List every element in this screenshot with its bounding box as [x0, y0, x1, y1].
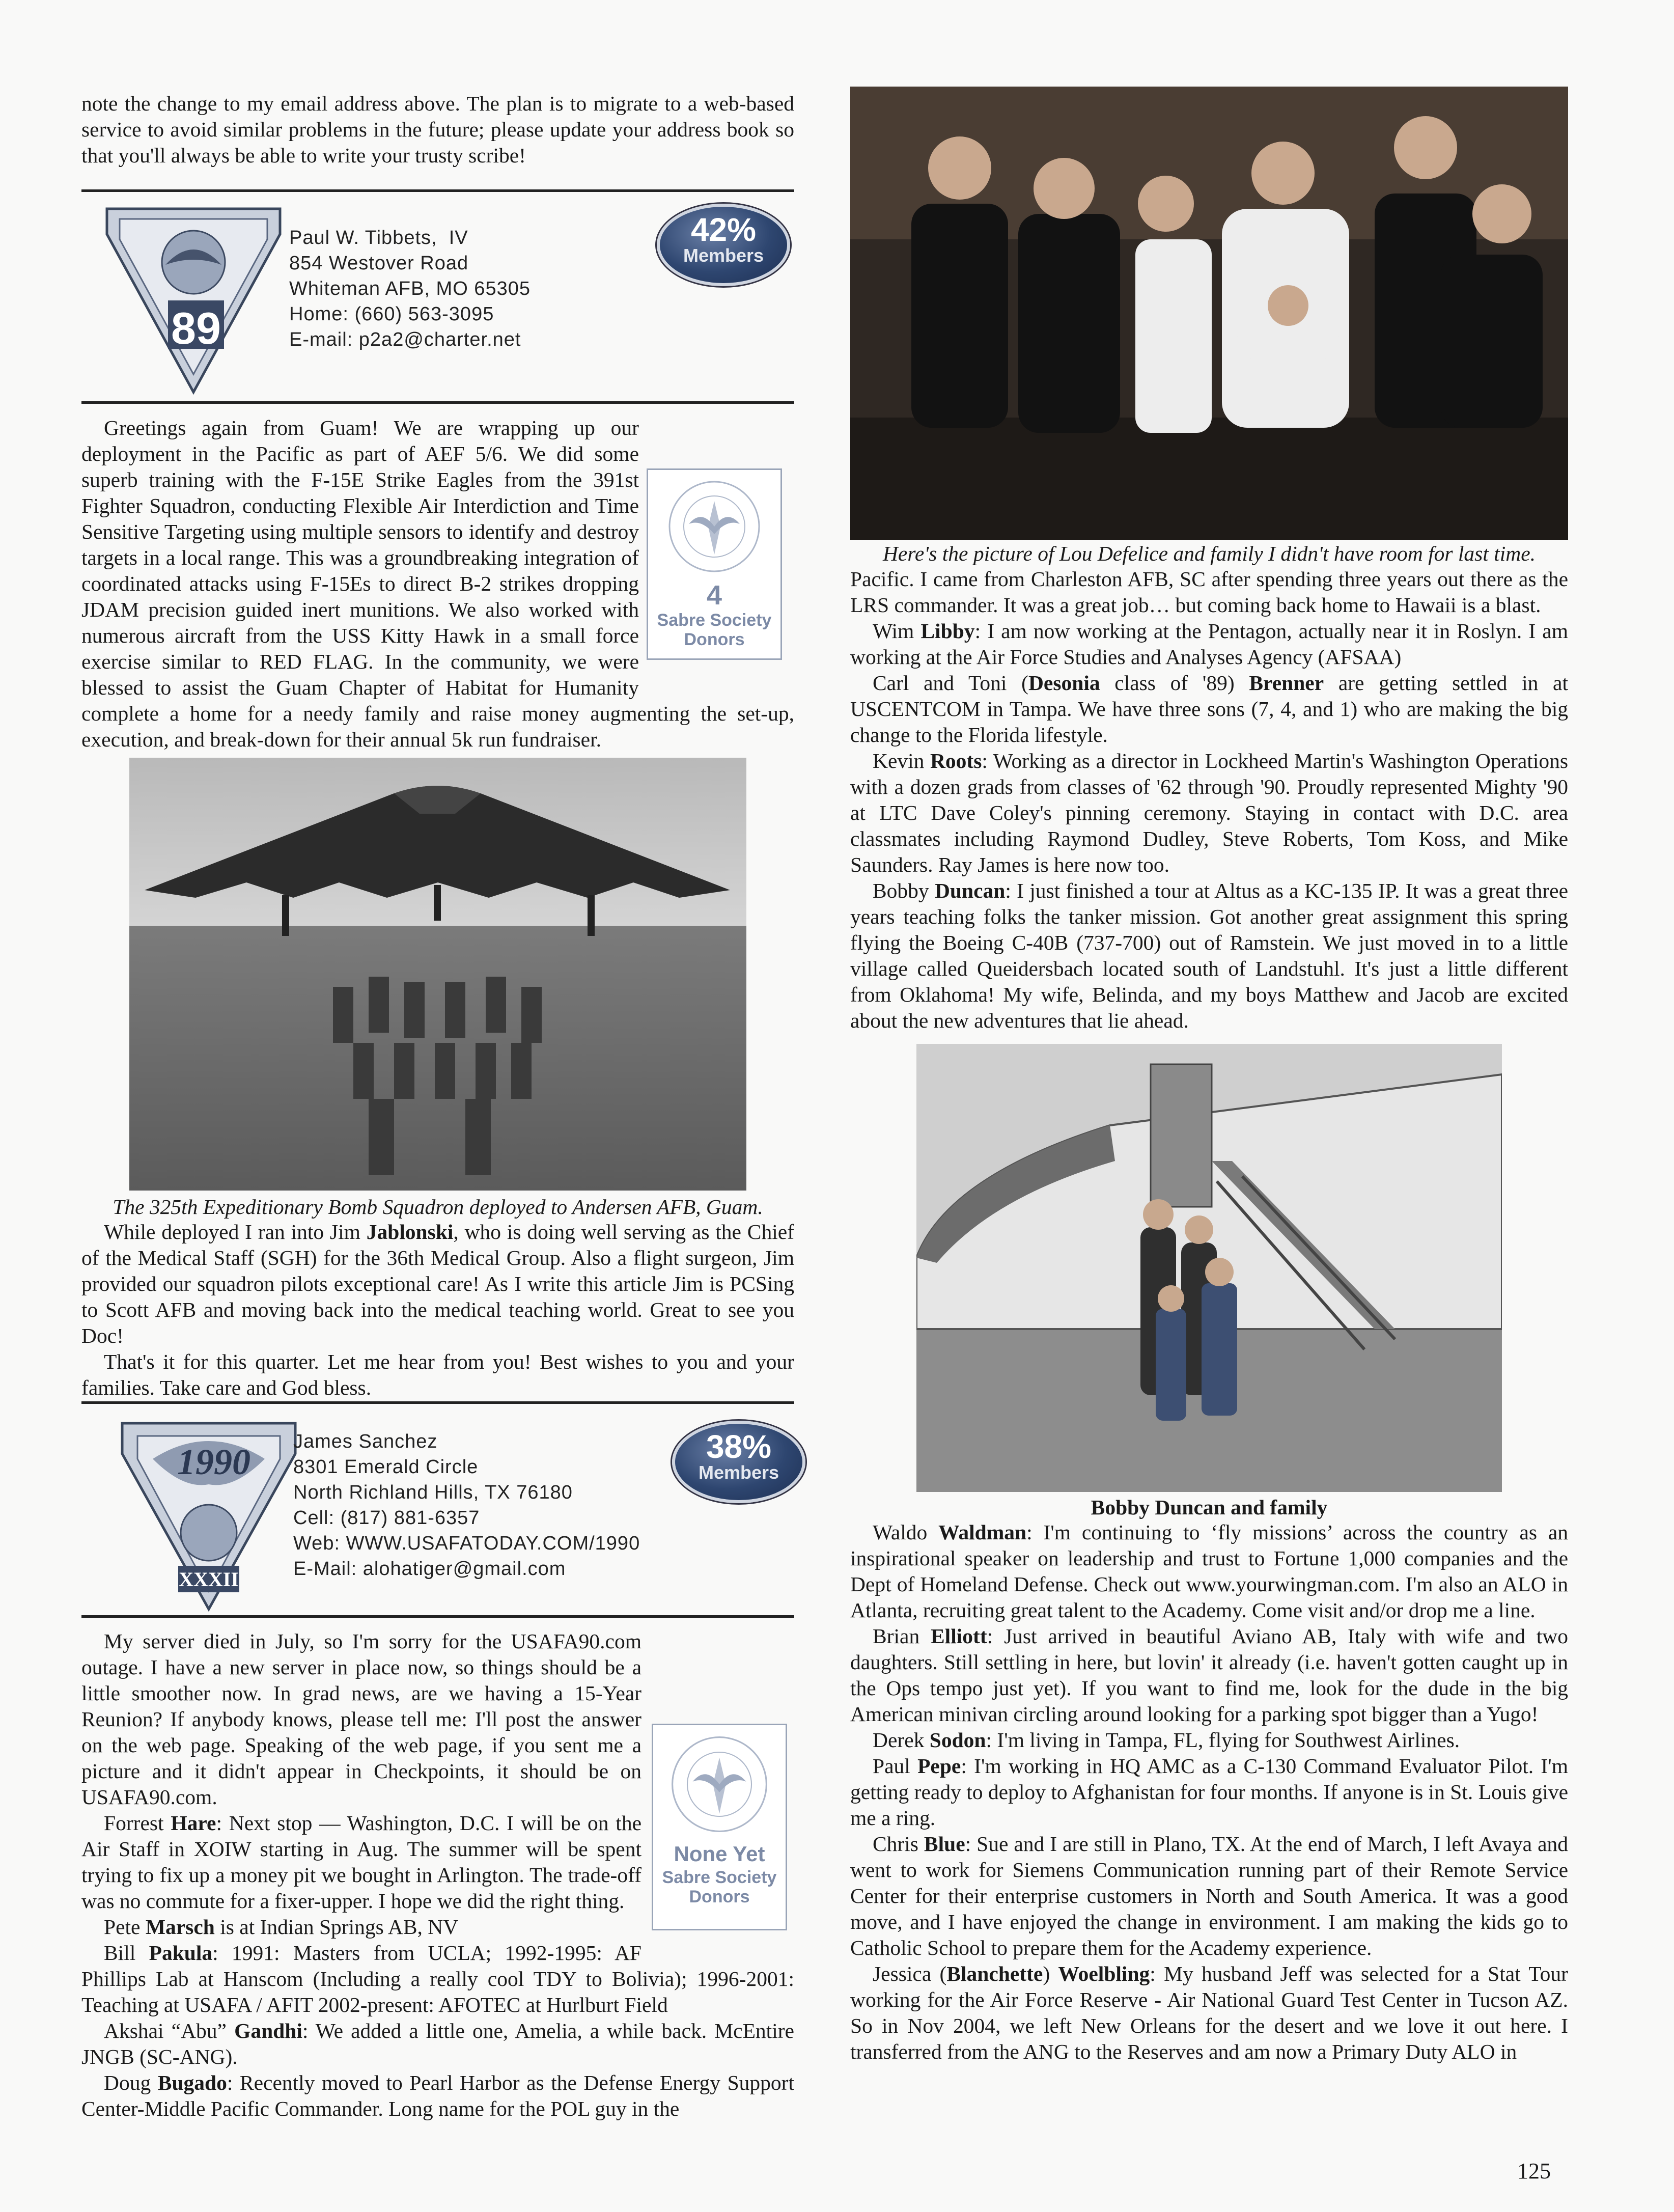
- members-badge-90: [672, 1421, 805, 1503]
- classmate-name: Desonia: [1028, 671, 1100, 695]
- right-body-b: [850, 1519, 1568, 2065]
- address-line-phone: Home: (660) 563-3095: [289, 303, 494, 325]
- text-span: class of '89): [1100, 671, 1249, 695]
- address-line-web: Web: WWW.USAFATODAY.COM/1990: [293, 1533, 640, 1554]
- sabre-count: None Yet: [674, 1842, 765, 1866]
- text-span: Jessica (: [873, 1962, 947, 1985]
- text-span: : My husband Jeff was selected for a Stat Tour working for the Air Force Reserve - Air National Guard Test Center in Tucson AZ. So in Nov 2004, we left New Orleans for the desert and we love it out here. I transferred from the ANG to the Reserves and am now a Primary Duty ALO in: [850, 1962, 1569, 2063]
- classnote: [850, 1623, 1568, 1727]
- class-89-closing: [81, 1219, 794, 1401]
- classmate-name: Elliott: [931, 1624, 987, 1648]
- class-90-paragraph-1: My server died in July, so I'm sorry for the USAFA90.com outage. I have a new server in place now, so things should be a little smoother now. In grad news, are we having a 15-Year Reunion? If anybody knows, please tell me: I'll post the answer on the web page. Speaking of the web page, if you sent me a picture and it didn't appear in Checkpoints, it should be on USAFA90.com.: [81, 1629, 641, 1809]
- classmate-name: Waldman: [938, 1520, 1027, 1544]
- text-span: : I'm continuing to ‘fly missions’ across the country as an inspirational speaker on leadership and trust to Fortune 1,000 companies and the Dept of Homeland Defense. Check out www.yourwingman.com. I'm also an ALO in Atlanta, recruiting great talent to the Academy. Come visit and/or drop me a line.: [850, 1520, 1569, 1622]
- classmate-name: Blue: [924, 1832, 965, 1856]
- text-span: : Just arrived in beautiful Aviano AB, Italy with wife and two daughters. Still settling in here, but lovin' it already (i.e. haven't gotten caught up in the Ops tempo just yet). If you want to find me, look for the dude in the big American minivan circling around looking for a parking spot bigger than a Yugo!: [850, 1624, 1568, 1726]
- classmate-name: Woelbling: [1058, 1962, 1150, 1985]
- text-span: Kevin: [873, 749, 930, 772]
- text-span: Waldo: [873, 1520, 939, 1544]
- classnote: [850, 878, 1568, 1034]
- text-span: Derek: [873, 1728, 930, 1752]
- text-span: Paul: [873, 1754, 918, 1778]
- sabre-label: Sabre Society: [662, 1868, 777, 1887]
- class-89-paragraph-2: [81, 1219, 794, 1349]
- classmate-name: Hare: [171, 1811, 216, 1835]
- members-percent: 42%: [690, 211, 757, 248]
- classnote: [850, 1519, 1568, 1623]
- text-span: : Sue and I are still in Plano, TX. At the end of March, I left Avaya and went to work for Siemens Communication running part of their Remote Service Center for their enterprise customers in North and South America. It was a good move, and I have enjoyed the change in environment. I am making the kids go to Catholic School to prepare them for the Academy experience.: [850, 1832, 1568, 1959]
- text-span: Carl and Toni (: [873, 671, 1028, 695]
- text-span: : Next stop — Washington, D.C. I will be on the Air Staff in XOIW starting in Aug. The summer will be spent trying to fix up a money pit we bought in Arlington. The trade-off was no commute for a fixer-upper. I hope we did the right thing.: [81, 1811, 641, 1913]
- classmate-name: Roots: [930, 749, 982, 772]
- class-89-body: [81, 415, 794, 753]
- members-label: Members: [698, 1462, 779, 1483]
- sabre-label: Sabre Society: [657, 611, 772, 630]
- class-89-address: [289, 225, 531, 352]
- crest-89-numerals: 89: [171, 303, 221, 353]
- section-divider: [81, 1401, 794, 1404]
- text-span: : I just finished a tour at Altus as a KC-135 IP. It was a great three years teaching folks the tanker mission. Got another great assignment this spring flying the Boeing C-40B (737-700) out of Ramstein. We just moved in to a little village called Queidersbach located south of Landstuhl. It's just a little different from Oklahoma! My wife, Belinda, and my boys Matthew and Jacob are excited about the new adventures that lie ahead.: [850, 879, 1568, 1032]
- text-span: ): [1043, 1962, 1058, 1985]
- classnote: [81, 2018, 794, 2070]
- classmate-name: Libby: [920, 619, 975, 643]
- classmate-name: Pepe: [917, 1754, 961, 1778]
- text-span: is at Indian Springs AB, NV: [214, 1915, 459, 1939]
- text-span: : I am now working at the Pentagon, actually near it in Roslyn. I am working at the Air Force Studies and Analyses Agency (AFSAA): [850, 619, 1568, 669]
- classnote: [850, 1961, 1568, 2065]
- sabre-sublabel: Donors: [689, 1887, 750, 1906]
- right-body-a: [850, 566, 1568, 1034]
- classnote: [850, 1753, 1568, 1831]
- members-label: Members: [683, 245, 764, 266]
- text-span: : I'm working in HQ AMC as a C-130 Command Evaluator Pilot. I'm getting ready to deploy to Afghanistan for four months. If anyone is in St. Louis give me a ring.: [850, 1754, 1569, 1830]
- text-span: Akshai “Abu”: [104, 2019, 235, 2042]
- text-span: : I'm living in Tampa, FL, flying for Southwest Airlines.: [986, 1728, 1460, 1752]
- family-photo-caption: Here's the picture of Lou Defelice and family I didn't have room for last time.: [882, 542, 1536, 565]
- text-span: Bill: [104, 1941, 149, 1965]
- class-89-paragraph-3: That's it for this quarter. Let me hear from you! Best wishes to you and your families. Take care and God bless.: [81, 1350, 794, 1399]
- text-span: Doug: [104, 2071, 158, 2094]
- address-line-name: James Sanchez: [293, 1431, 438, 1452]
- classnote: [850, 1831, 1568, 1961]
- address-line-name: Paul W. Tibbets, IV: [289, 227, 468, 248]
- classmate-name: Sodon: [929, 1728, 986, 1752]
- classnote: [81, 2070, 794, 2122]
- address-line-email: E-Mail: alohatiger@gmail.com: [293, 1558, 566, 1580]
- classmate-name: Pakula: [149, 1941, 213, 1965]
- text-span: , who is doing well serving as the Chief of the Medical Staff (SGH) for the 36th Medical Group. Also a flight surgeon, Jim provided our squadron pilots exceptional care! As I write this article Jim is PCSing to Scott AFB and moving back into the medical teaching world. Great to see you Doc!: [81, 1220, 794, 1347]
- classmate-name: Gandhi: [234, 2019, 302, 2042]
- address-line-city: Whiteman AFB, MO 65305: [289, 278, 531, 299]
- address-line-email: E-mail: p2a2@charter.net: [289, 329, 521, 350]
- address-line-city: North Richland Hills, TX 76180: [293, 1482, 573, 1503]
- text-span: Forrest: [104, 1811, 171, 1835]
- class-90-body: [81, 1628, 794, 2122]
- text-span: : We added a little one, Amelia, a while back. McEntire JNGB (SC-ANG).: [81, 2019, 794, 2068]
- text-span: Bobby: [873, 879, 935, 902]
- address-line-phone: Cell: (817) 881-6357: [293, 1507, 480, 1529]
- pacific-paragraph: Pacific. I came from Charleston AFB, SC after spending three years out there as the LRS commander. It was a great job… but coming back home to Hawaii is a blast.: [850, 567, 1568, 617]
- text-span: While deployed I ran into Jim: [104, 1220, 367, 1243]
- crest-90-year: 1990: [177, 1442, 250, 1482]
- section-divider: [81, 189, 794, 192]
- address-line-street: 854 Westover Road: [289, 253, 469, 274]
- text-span: : Working as a director in Lockheed Martin's Washington Operations with a dozen grads from classes of '62 through '90. Proudly represented Mighty '90 at LTC Dave Coley's pinning ceremony. Staying in contact with D.C. area classmates including Raymond Dudley, Steve Roberts, Tom Koss, and Mike Saunders. Ray James is here now too.: [850, 749, 1568, 876]
- defelice-family-photo: [850, 87, 1568, 540]
- page-number: 125: [1517, 2159, 1551, 2183]
- section-divider: [81, 1615, 794, 1618]
- classmate-name: Duncan: [934, 879, 1006, 902]
- classmate-name: Marsch: [145, 1915, 215, 1939]
- class-90-crest: [112, 1413, 305, 1614]
- classmate-name: Bugado: [157, 2071, 227, 2094]
- classnote: [850, 748, 1568, 878]
- text-span: are getting settled in at USCENTCOM in Tampa. We have three sons (7, 4, and 1) who are making the big change to the Florida lifestyle.: [850, 671, 1568, 746]
- text-span: : Recently moved to Pearl Harbor as the Defense Energy Support Center-Middle Pacific Commander. Long name for the POL guy in the: [81, 2071, 794, 2120]
- members-badge-89: [657, 204, 790, 286]
- duncan-photo-caption: Bobby Duncan and family: [1091, 1496, 1328, 1519]
- intro-paragraph: note the change to my email address above. The plan is to migrate to a web-based service to avoid similar problems in the future; please update your address book so that you'll always be able to write your trusty scribe!: [81, 92, 794, 167]
- class-89-paragraph-1: Greetings again from Guam! We are wrapping up our deployment in the Pacific as part of AEF 5/6. We did some superb training with the F-15E Strike Eagles from the 391st Fighter Squadron, conducting Flexible Air Interdiction and Time Sensitive Targeting using multiple sensors to identify and destroy targets in a local range. This was a groundbreaking integration of coordinated attacks using F-15Es to direct B-2 strikes dropping JDAM precision guided inert munitions. We also worked with numerous aircraft from the USS Kitty Hawk in a small force exercise similar to RED FLAG. In the community, we were blessed to assist the Guam Chapter of Habitat for Humanity complete a home for a needy family and raise money augmenting the set-up, execution, and break-down for their annual 5k run fundraiser.: [81, 416, 794, 751]
- sabre-count: 4: [706, 580, 722, 611]
- text-span: Brian: [873, 1624, 931, 1648]
- classnote: [850, 618, 1568, 670]
- members-percent: 38%: [706, 1428, 772, 1465]
- address-line-street: 8301 Emerald Circle: [293, 1456, 479, 1478]
- text-span: Pete: [104, 1915, 146, 1939]
- text-span: : 1991: Masters from UCLA; 1992-1995: AF Phillips Lab at Hanscom (Including a really cool TDY to Bolivia); 1996-2001: Teaching at USAFA / AFIT 2002-present: AFOTEC at Hurlburt Field: [81, 1941, 794, 2016]
- b2-photo-caption: The 325th Expeditionary Bomb Squadron deployed to Andersen AFB, Guam.: [113, 1195, 763, 1219]
- section-divider: [81, 401, 794, 404]
- classmate-name: Jablonski: [366, 1220, 454, 1243]
- text-span: Wim: [873, 619, 921, 643]
- duncan-family-photo: [916, 1044, 1502, 1492]
- classnote: [850, 670, 1568, 748]
- class-90-address: [293, 1429, 640, 1582]
- classmate-name: Blanchette: [946, 1962, 1043, 1985]
- classmate-name: Brenner: [1249, 671, 1324, 695]
- sabre-sublabel: Donors: [684, 630, 745, 649]
- text-span: Chris: [873, 1832, 924, 1856]
- b2-squadron-photo: [129, 758, 746, 1191]
- crest-90-roman: XXXII: [179, 1568, 239, 1591]
- class-89-crest: [97, 204, 290, 397]
- classnote: [850, 1727, 1568, 1753]
